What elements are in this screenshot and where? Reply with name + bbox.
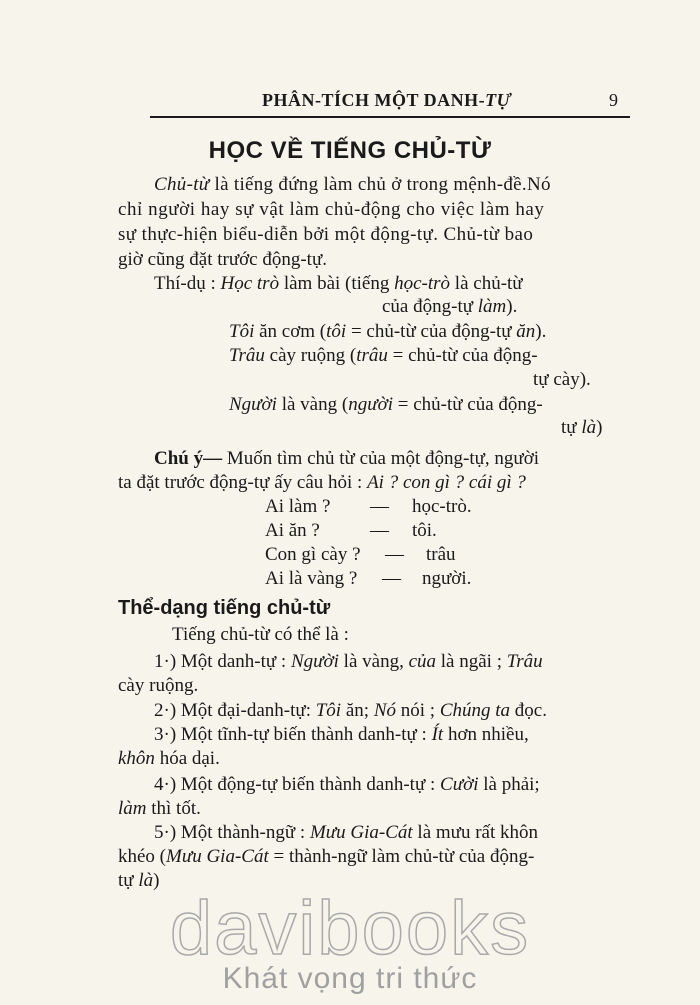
qa-dash: —	[370, 520, 389, 541]
watermark-brand: davibooks	[169, 886, 531, 971]
forms-item-4-cont: làm thì tốt.	[118, 798, 201, 819]
forms-item-1: 1·) Một danh-tự : Người là vàng, của là ngãi ; Trâu	[154, 651, 543, 672]
running-head	[150, 88, 630, 118]
qa-dash: —	[385, 544, 404, 565]
forms-item-2: 2·) Một đại-danh-tự: Tôi ăn; Nó nói ; Chúng ta đọc.	[154, 700, 547, 721]
section-title: HỌC VỀ TIẾNG CHỦ-TỪ	[208, 137, 492, 164]
example-3: Trâu cày ruộng (trâu = chủ-từ của động-	[229, 345, 538, 366]
forms-item-4: 4·) Một động-tự biến thành danh-tự : Cười là phải;	[154, 774, 540, 795]
example-1-cont: của động-tự làm).	[382, 296, 518, 317]
qa-dash: —	[382, 568, 401, 589]
watermark-tagline: Khát vọng tri thức	[222, 962, 478, 995]
qa-dash: —	[370, 496, 389, 517]
subheading-forms: Thể-dạng tiếng chủ-từ	[118, 597, 331, 619]
qa-answer: học-trò.	[412, 496, 472, 517]
example-2: Tôi ăn cơm (tôi = chủ-từ của động-tự ăn).	[229, 321, 547, 342]
qa-question: Ai làm ?	[265, 496, 331, 517]
qa-question: Ai là vàng ?	[265, 568, 358, 589]
intro-line-4: giờ cũng đặt trước động-tự.	[118, 249, 328, 270]
intro-line-3: sự thực-hiện biểu-diễn bởi một động-tự. Chủ-từ bao	[118, 224, 534, 245]
forms-item-1-cont: cày ruộng.	[118, 675, 199, 696]
running-head-title: PHÂN-TÍCH MỘT DANH-TỰ	[262, 90, 512, 110]
intro-line-1: Chủ-từ là tiếng đứng làm chủ ở trong mệnh-đề.Nó	[154, 174, 551, 195]
example-4-cont: tự là)	[561, 417, 603, 438]
example-3-cont: tự cày).	[533, 369, 591, 390]
note-line-1: Chú ý— Muốn tìm chủ từ của một động-tự, người	[154, 448, 540, 469]
intro-line-2: chỉ người hay sự vật làm chủ-động cho việc làm hay	[118, 199, 545, 220]
page-number: 9	[609, 90, 618, 110]
forms-item-5-cont: khéo (Mưu Gia-Cát = thành-ngữ làm chủ-từ của động-	[118, 846, 535, 867]
qa-question: Con gì cày ?	[265, 544, 361, 565]
forms-intro: Tiếng chủ-từ có thể là :	[172, 624, 349, 645]
note-line-2: ta đặt trước động-tự ấy câu hỏi : Ai ? con gì ? cái gì ?	[118, 472, 526, 493]
example-4: Người là vàng (người = chủ-từ của động-	[229, 394, 543, 415]
qa-answer: người.	[422, 568, 472, 589]
qa-question: Ai ăn ?	[265, 520, 320, 541]
forms-item-5: 5·) Một thành-ngữ : Mưu Gia-Cát là mưu rất khôn	[154, 822, 538, 843]
forms-item-3-cont: khôn hóa dại.	[118, 748, 220, 769]
qa-answer: tôi.	[412, 520, 437, 541]
forms-item-5-cont2: tự là)	[118, 870, 160, 891]
forms-item-3: 3·) Một tĩnh-tự biến thành danh-tự : Ít hơn nhiều,	[154, 724, 529, 745]
example-1: Thí-dụ : Học trò làm bài (tiếng học-trò là chủ-từ	[154, 273, 523, 294]
qa-answer: trâu	[426, 544, 456, 565]
